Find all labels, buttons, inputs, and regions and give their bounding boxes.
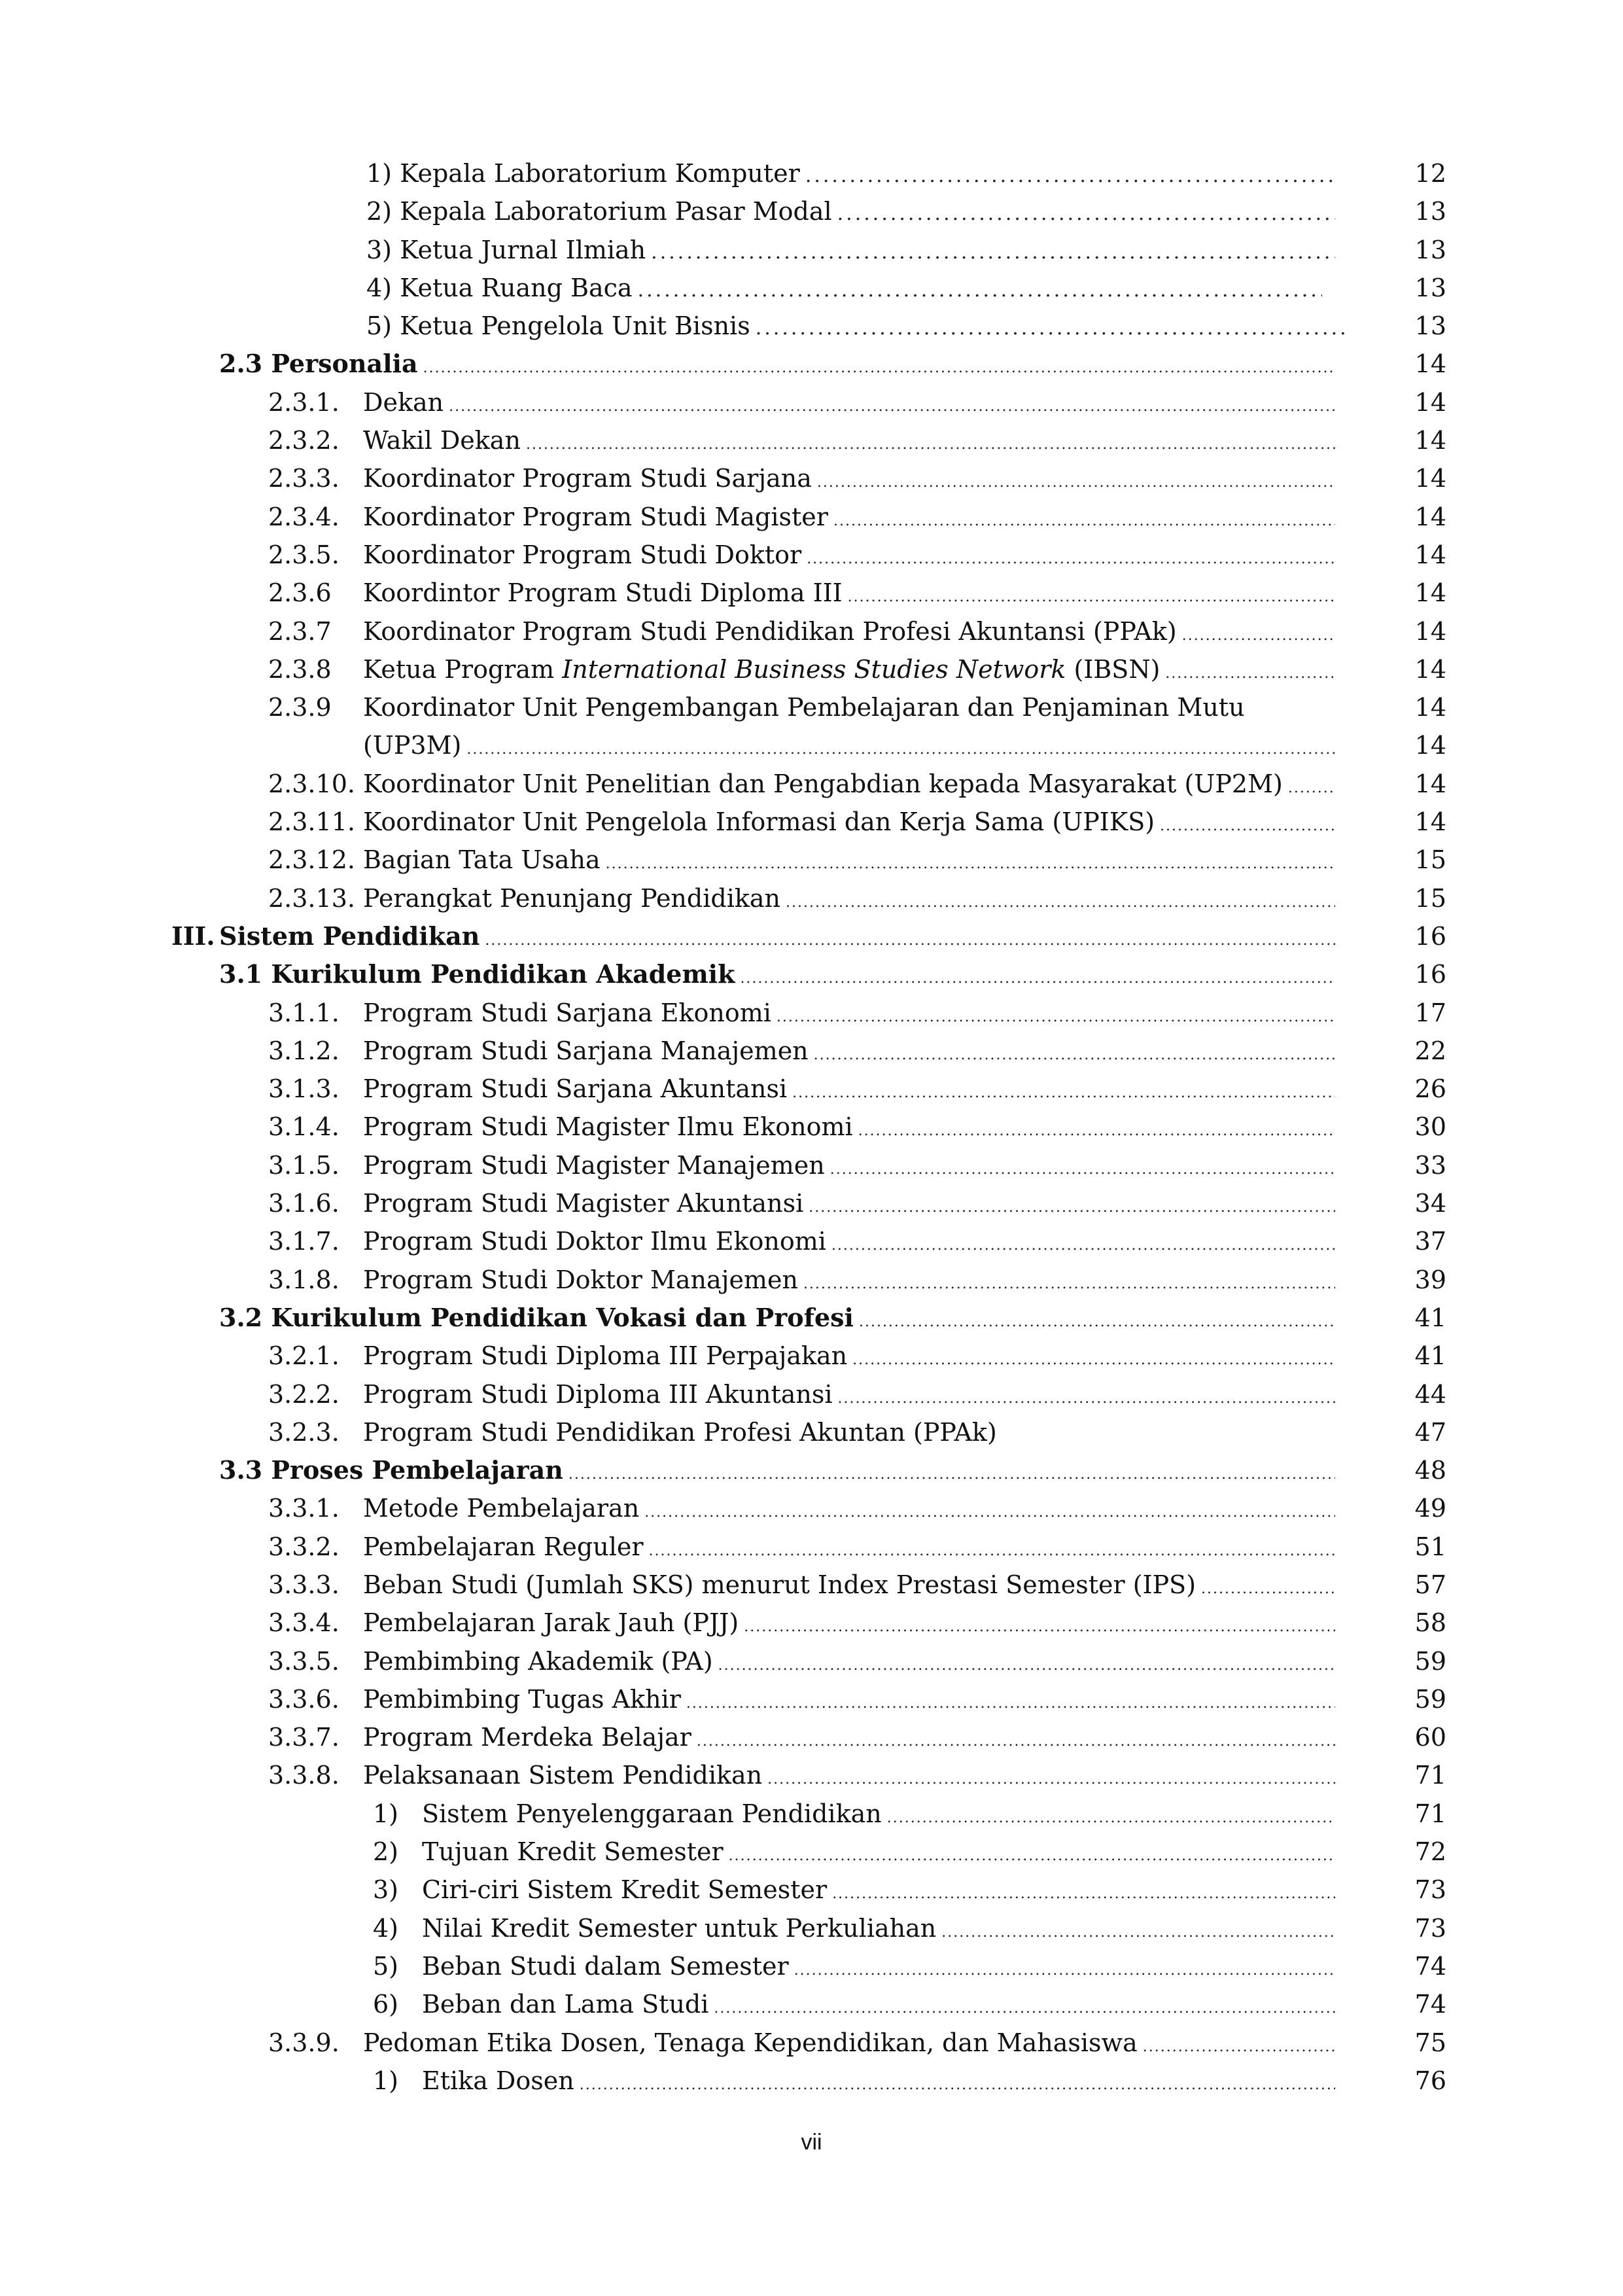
toc-entry[interactable] bbox=[0, 1375, 1623, 1413]
toc-entry-number: 4) bbox=[373, 1913, 399, 1943]
leader-dots bbox=[638, 272, 1322, 309]
toc-entry[interactable] bbox=[0, 231, 1623, 269]
toc-entry-title: Program Studi Diploma III Perpajakan bbox=[363, 1341, 848, 1371]
toc-entry-continuation[interactable] bbox=[0, 726, 1623, 764]
toc-entry-title: Sistem Penyelenggaraan Pendidikan bbox=[422, 1799, 882, 1828]
toc-entry-title: Koordinator Program Studi Pendidikan Profesi Akuntansi (PPAk) bbox=[363, 616, 1177, 646]
table-of-contents bbox=[0, 154, 1623, 2100]
toc-entry-number: 2.3.1. bbox=[268, 387, 340, 417]
toc-entry[interactable] bbox=[0, 1108, 1623, 1146]
toc-entry[interactable] bbox=[0, 1146, 1623, 1184]
page-number: vii bbox=[801, 2130, 822, 2155]
toc-entry-page: 13 bbox=[1414, 197, 1446, 226]
toc-entry-title: 4) Ketua Ruang Baca bbox=[366, 273, 633, 302]
toc-entry-number: 3.1.2. bbox=[268, 1036, 340, 1065]
toc-entry-number: 3.3.3. bbox=[268, 1570, 340, 1599]
leader-dots bbox=[423, 349, 1335, 387]
toc-entry-page: 14 bbox=[1414, 426, 1446, 455]
toc-subentry[interactable] bbox=[0, 1795, 1623, 1833]
toc-entry-title: Metode Pembelajaran bbox=[363, 1494, 640, 1523]
leader-dots bbox=[686, 1685, 1335, 1723]
toc-entry-page: 74 bbox=[1414, 1990, 1446, 2019]
toc-entry-title: Pelaksanaan Sistem Pendidikan bbox=[363, 1761, 763, 1790]
leader-dots bbox=[817, 464, 1335, 502]
toc-entry-page: 41 bbox=[1414, 1341, 1446, 1371]
toc-entry-page: 37 bbox=[1414, 1227, 1446, 1256]
toc-entry[interactable] bbox=[0, 1261, 1623, 1299]
toc-entry-number: 1) bbox=[373, 1799, 399, 1828]
toc-entry-title: 5) Ketua Pengelola Unit Bisnis bbox=[366, 311, 750, 341]
toc-entry-title: Etika Dosen bbox=[422, 2066, 574, 2095]
toc-entry[interactable] bbox=[0, 192, 1623, 230]
toc-entry-title: Koordinator Unit Pengembangan Pembelajaran dan Penjaminan Mutu bbox=[363, 693, 1245, 722]
toc-entry[interactable] bbox=[0, 269, 1623, 307]
toc-entry-title: Pembelajaran Jarak Jauh (PJJ) bbox=[363, 1608, 739, 1638]
toc-entry-page: 72 bbox=[1414, 1837, 1446, 1867]
toc-entry[interactable] bbox=[0, 1642, 1623, 1680]
toc-entry-page: 14 bbox=[1414, 502, 1446, 531]
toc-section-title: 3.3 Proses Pembelajaran bbox=[219, 1455, 563, 1485]
leader-dots bbox=[848, 578, 1335, 616]
leader-dots bbox=[887, 1799, 1335, 1837]
leader-dots bbox=[833, 503, 1335, 540]
toc-entry[interactable] bbox=[0, 1528, 1623, 1566]
toc-entry-page: 14 bbox=[1414, 616, 1446, 646]
toc-entry-number: 2.3.9 bbox=[268, 693, 332, 722]
leader-dots bbox=[651, 234, 1335, 272]
toc-entry-title: Koordinator Program Studi Magister bbox=[363, 502, 828, 531]
toc-entry-number: 3.2.2. bbox=[268, 1379, 340, 1409]
toc-entry-number: 2.3.13. bbox=[268, 883, 355, 913]
toc-entry[interactable] bbox=[0, 1032, 1623, 1070]
toc-entry-number: 3.1.3. bbox=[268, 1074, 340, 1104]
toc-entry-number: 2.3.4. bbox=[268, 502, 340, 531]
toc-entry-page: 51 bbox=[1414, 1532, 1446, 1561]
toc-entry-number: 3.1.5. bbox=[268, 1150, 340, 1180]
toc-entry-page: 14 bbox=[1414, 387, 1446, 417]
toc-entry-title: Koordinator Unit Pengelola Informasi dan Kerja Sama (UPIKS) bbox=[363, 807, 1155, 837]
leader-dots bbox=[606, 845, 1335, 883]
toc-entry-number: 3.1.7. bbox=[268, 1227, 340, 1256]
toc-entry-page: 14 bbox=[1414, 693, 1446, 722]
leader-dots bbox=[767, 1761, 1335, 1799]
leader-dots bbox=[1201, 1570, 1335, 1608]
toc-entry-page: 74 bbox=[1414, 1951, 1446, 1981]
toc-entry[interactable] bbox=[0, 574, 1623, 612]
leader-dots bbox=[831, 1227, 1335, 1265]
toc-entry-page: 12 bbox=[1414, 159, 1446, 188]
toc-entry-page: 44 bbox=[1414, 1379, 1446, 1409]
toc-entry-title: Program Studi Sarjana Manajemen bbox=[363, 1036, 809, 1065]
leader-dots bbox=[830, 1151, 1335, 1189]
toc-entry-number: 2.3.10. bbox=[268, 769, 355, 798]
toc-entry-title: Koordinator Program Studi Sarjana bbox=[363, 464, 812, 493]
toc-entry[interactable] bbox=[0, 421, 1623, 459]
leader-dots bbox=[786, 884, 1335, 922]
toc-section[interactable] bbox=[0, 1299, 1623, 1337]
toc-entry-page: 39 bbox=[1414, 1265, 1446, 1294]
toc-entry-title: Perangkat Penunjang Pendidikan bbox=[363, 883, 781, 913]
toc-entry[interactable] bbox=[0, 994, 1623, 1032]
toc-entry-title: 2) Kepala Laboratorium Pasar Modal bbox=[366, 197, 832, 226]
leader-dots bbox=[729, 1837, 1335, 1875]
toc-entry-title: 3) Ketua Jurnal Ilmiah bbox=[366, 235, 646, 264]
leader-dots bbox=[792, 1074, 1335, 1112]
toc-subentry[interactable] bbox=[0, 1871, 1623, 1909]
toc-section-title: 3.2 Kurikulum Pendidikan Vokasi dan Profesi bbox=[219, 1302, 854, 1332]
toc-entry[interactable] bbox=[0, 612, 1623, 650]
toc-entry-page: 76 bbox=[1414, 2066, 1446, 2095]
leader-dots bbox=[449, 388, 1335, 426]
toc-entry-title: Program Studi Magister Akuntansi bbox=[363, 1189, 804, 1218]
leader-dots bbox=[858, 1112, 1335, 1150]
toc-entry-number: 3.2.3. bbox=[268, 1417, 340, 1447]
leader-dots bbox=[568, 1456, 1335, 1494]
toc-entry-page: 14 bbox=[1414, 349, 1446, 379]
leader-dots bbox=[756, 309, 1348, 347]
toc-entry-number: 5) bbox=[373, 1951, 399, 1981]
leader-dots bbox=[1160, 807, 1335, 845]
toc-entry-title: Pembelajaran Reguler bbox=[363, 1532, 644, 1561]
toc-entry-page: 14 bbox=[1414, 578, 1446, 608]
toc-entry-title: Beban Studi (Jumlah SKS) menurut Index Prestasi Semester (IPS) bbox=[363, 1570, 1196, 1599]
leader-dots bbox=[697, 1723, 1335, 1761]
toc-entry[interactable] bbox=[0, 765, 1623, 803]
toc-entry-number: 3.1.4. bbox=[268, 1112, 340, 1142]
toc-entry-page: 26 bbox=[1414, 1074, 1446, 1104]
toc-entry-number: 3.3.9. bbox=[268, 2028, 340, 2057]
toc-entry[interactable] bbox=[0, 1413, 1623, 1451]
toc-entry-page: 14 bbox=[1414, 807, 1446, 837]
toc-entry-page: 59 bbox=[1414, 1684, 1446, 1714]
toc-entry-number: 3.3.7. bbox=[268, 1723, 340, 1752]
toc-entry-page: 60 bbox=[1414, 1723, 1446, 1752]
toc-entry-number: 2.3.6 bbox=[268, 578, 332, 608]
leader-dots bbox=[852, 1341, 1335, 1379]
toc-entry[interactable] bbox=[0, 1756, 1623, 1794]
toc-entry-page: 71 bbox=[1414, 1761, 1446, 1790]
toc-entry-title: Ketua Program International Business Studies Network (IBSN) bbox=[363, 654, 1161, 684]
toc-entry[interactable] bbox=[0, 154, 1623, 192]
toc-entry-page: 34 bbox=[1414, 1189, 1446, 1218]
leader-dots bbox=[485, 922, 1335, 960]
toc-entry[interactable] bbox=[0, 688, 1623, 726]
toc-entry[interactable] bbox=[0, 383, 1623, 421]
toc-subentry[interactable] bbox=[0, 1947, 1623, 1985]
toc-entry-title: Program Studi Sarjana Akuntansi bbox=[363, 1074, 788, 1104]
toc-entry-title: Beban Studi dalam Semester bbox=[422, 1951, 789, 1981]
toc-entry-number: 1) bbox=[373, 2066, 399, 2095]
leader-dots bbox=[832, 1875, 1335, 1913]
toc-entry-number: 2) bbox=[373, 1837, 399, 1867]
toc-entry-page: 14 bbox=[1414, 654, 1446, 684]
toc-entry[interactable] bbox=[0, 307, 1623, 345]
toc-entry-title: Program Studi Diploma III Akuntansi bbox=[363, 1379, 833, 1409]
toc-entry-title: Koordinator Unit Penelitian dan Pengabdian kepada Masyarakat (UP2M) bbox=[363, 769, 1283, 798]
toc-entry-title: Program Studi Doktor Ilmu Ekonomi bbox=[363, 1227, 826, 1256]
leader-dots bbox=[714, 1990, 1335, 2028]
toc-entry-number: 3.3.6. bbox=[268, 1684, 340, 1714]
toc-entry-title: Nilai Kredit Semester untuk Perkuliahan bbox=[422, 1913, 937, 1943]
leader-dots bbox=[838, 1380, 1335, 1418]
toc-entry[interactable] bbox=[0, 1184, 1623, 1222]
toc-entry-number: 2.3.12. bbox=[268, 845, 355, 875]
toc-entry-page: 59 bbox=[1414, 1646, 1446, 1676]
toc-entry-page: 17 bbox=[1414, 998, 1446, 1027]
toc-entry-number: 3) bbox=[373, 1875, 399, 1905]
toc-entry-page: 15 bbox=[1414, 883, 1446, 913]
toc-entry-number: 3.1.8. bbox=[268, 1265, 340, 1294]
toc-chapter-number: III. bbox=[171, 921, 215, 951]
leader-dots bbox=[718, 1647, 1335, 1685]
leader-dots bbox=[1165, 655, 1335, 693]
toc-entry[interactable] bbox=[0, 498, 1623, 536]
toc-entry-page: 15 bbox=[1414, 845, 1446, 875]
toc-entry-page: 14 bbox=[1414, 769, 1446, 798]
toc-entry-page: 71 bbox=[1414, 1799, 1446, 1828]
toc-entry-title: 1) Kepala Laboratorium Komputer bbox=[366, 159, 800, 188]
toc-entry-number: 3.3.2. bbox=[268, 1532, 340, 1561]
leader-dots bbox=[740, 960, 1335, 998]
toc-entry-number: 2.3.2. bbox=[268, 426, 340, 455]
toc-entry-number: 3.1.6. bbox=[268, 1189, 340, 1218]
toc-entry-number: 2.3.7 bbox=[268, 616, 332, 646]
toc-entry-title: Bagian Tata Usaha bbox=[363, 845, 601, 875]
toc-entry[interactable] bbox=[0, 650, 1623, 688]
toc-entry-number: 3.2.1. bbox=[268, 1341, 340, 1371]
toc-entry-number: 6) bbox=[373, 1990, 399, 2019]
leader-dots bbox=[777, 998, 1335, 1036]
leader-dots bbox=[1288, 769, 1335, 807]
toc-entry-title: Koordintor Program Studi Diploma III bbox=[363, 578, 843, 608]
toc-entry-page: 13 bbox=[1414, 235, 1446, 264]
toc-entry-title: Tujuan Kredit Semester bbox=[422, 1837, 724, 1867]
toc-section-title: 3.1 Kurikulum Pendidikan Akademik bbox=[219, 959, 735, 989]
leader-dots bbox=[941, 1914, 1335, 1952]
leader-dots bbox=[644, 1494, 1335, 1532]
toc-section[interactable] bbox=[0, 345, 1623, 383]
toc-entry-number: 3.3.4. bbox=[268, 1608, 340, 1638]
toc-entry-page: 75 bbox=[1414, 2028, 1446, 2057]
toc-entry-page: 49 bbox=[1414, 1494, 1446, 1523]
toc-entry[interactable] bbox=[0, 536, 1623, 574]
leader-dots bbox=[807, 540, 1335, 578]
toc-entry[interactable] bbox=[0, 1070, 1623, 1108]
leader-dots bbox=[466, 731, 1335, 769]
toc-entry[interactable] bbox=[0, 2024, 1623, 2062]
leader-dots bbox=[859, 1303, 1335, 1341]
toc-entry-title: Program Studi Pendidikan Profesi Akuntan (PPAk) bbox=[363, 1417, 997, 1447]
toc-entry[interactable] bbox=[0, 1604, 1623, 1642]
toc-entry-page: 58 bbox=[1414, 1608, 1446, 1638]
toc-entry-page: 16 bbox=[1414, 960, 1446, 989]
toc-entry-page: 41 bbox=[1414, 1303, 1446, 1332]
toc-subentry[interactable] bbox=[0, 2062, 1623, 2100]
toc-subentry[interactable] bbox=[0, 1833, 1623, 1871]
toc-entry[interactable] bbox=[0, 1680, 1623, 1718]
toc-entry-number: 3.3.8. bbox=[268, 1761, 340, 1790]
toc-entry-number: 3.3.5. bbox=[268, 1646, 340, 1676]
toc-entry-page: 57 bbox=[1414, 1570, 1446, 1599]
leader-dots bbox=[814, 1036, 1335, 1074]
toc-entry-page: 13 bbox=[1414, 273, 1446, 302]
toc-entry-number: 3.3.1. bbox=[268, 1494, 340, 1523]
leader-dots bbox=[809, 1189, 1335, 1227]
toc-entry[interactable] bbox=[0, 879, 1623, 917]
toc-entry-page: 73 bbox=[1414, 1913, 1446, 1943]
toc-entry-title: Program Studi Doktor Manajemen bbox=[363, 1265, 798, 1294]
toc-entry-title: Ciri-ciri Sistem Kredit Semester bbox=[422, 1875, 828, 1905]
toc-entry-title: Program Studi Magister Ilmu Ekonomi bbox=[363, 1112, 853, 1142]
toc-section-title: 2.3 Personalia bbox=[219, 349, 418, 379]
toc-entry-title: Pembimbing Tugas Akhir bbox=[363, 1684, 681, 1714]
toc-entry[interactable] bbox=[0, 1489, 1623, 1527]
leader-dots bbox=[1143, 2028, 1335, 2066]
toc-entry-title: Wakil Dekan bbox=[363, 426, 521, 455]
leader-dots bbox=[744, 1608, 1335, 1646]
toc-entry-title: Koordinator Program Studi Doktor bbox=[363, 540, 802, 569]
toc-entry-page: 47 bbox=[1414, 1417, 1446, 1447]
toc-entry-page: 22 bbox=[1414, 1036, 1446, 1065]
toc-entry-number: 2.3.5. bbox=[268, 540, 340, 569]
toc-entry-page: 14 bbox=[1414, 540, 1446, 569]
toc-entry-title: (UP3M) bbox=[363, 731, 462, 760]
toc-subentry[interactable] bbox=[0, 1985, 1623, 2023]
toc-entry-page: 13 bbox=[1414, 311, 1446, 341]
toc-entry-page: 30 bbox=[1414, 1112, 1446, 1142]
leader-dots bbox=[1182, 617, 1335, 655]
toc-entry-number: 3.1.1. bbox=[268, 998, 340, 1027]
leader-dots bbox=[794, 1952, 1335, 1990]
toc-entry[interactable] bbox=[0, 459, 1623, 497]
toc-entry-page: 73 bbox=[1414, 1875, 1446, 1905]
toc-section[interactable] bbox=[0, 1451, 1623, 1489]
leader-dots bbox=[803, 1265, 1335, 1303]
toc-entry[interactable] bbox=[0, 1337, 1623, 1375]
toc-entry[interactable] bbox=[0, 1222, 1623, 1260]
toc-entry-title: Beban dan Lama Studi bbox=[422, 1990, 709, 2019]
toc-entry-number: 2.3.3. bbox=[268, 464, 340, 493]
toc-subentry[interactable] bbox=[0, 1909, 1623, 1947]
toc-entry-page: 14 bbox=[1414, 731, 1446, 760]
toc-entry-number: 2.3.11. bbox=[268, 807, 355, 837]
toc-entry-title: Program Merdeka Belajar bbox=[363, 1723, 691, 1752]
toc-entry-page: 16 bbox=[1414, 921, 1446, 951]
toc-entry-page: 48 bbox=[1414, 1456, 1446, 1485]
leader-dots bbox=[805, 157, 1335, 195]
toc-entry-page: 14 bbox=[1414, 464, 1446, 493]
leader-dots bbox=[649, 1532, 1335, 1570]
toc-entry-title: Pedoman Etika Dosen, Tenaga Kependidikan, dan Mahasiswa bbox=[363, 2028, 1138, 2057]
toc-entry[interactable] bbox=[0, 803, 1623, 841]
toc-entry-page: 33 bbox=[1414, 1150, 1446, 1180]
toc-entry[interactable] bbox=[0, 841, 1623, 879]
toc-entry-number: 2.3.8 bbox=[268, 654, 332, 684]
toc-entry-title: Program Studi Magister Manajemen bbox=[363, 1150, 825, 1180]
toc-entry[interactable] bbox=[0, 1718, 1623, 1756]
toc-entry-title: Dekan bbox=[363, 387, 444, 417]
leader-dots bbox=[580, 2066, 1335, 2104]
toc-entry-title: Program Studi Sarjana Ekonomi bbox=[363, 998, 771, 1027]
toc-section[interactable] bbox=[0, 955, 1623, 993]
leader-dots bbox=[837, 195, 1335, 233]
leader-dots bbox=[526, 426, 1335, 464]
toc-chapter-title: Sistem Pendidikan bbox=[219, 921, 480, 951]
toc-chapter[interactable] bbox=[0, 917, 1623, 955]
toc-entry[interactable] bbox=[0, 1566, 1623, 1604]
toc-entry-title: Pembimbing Akademik (PA) bbox=[363, 1646, 713, 1676]
